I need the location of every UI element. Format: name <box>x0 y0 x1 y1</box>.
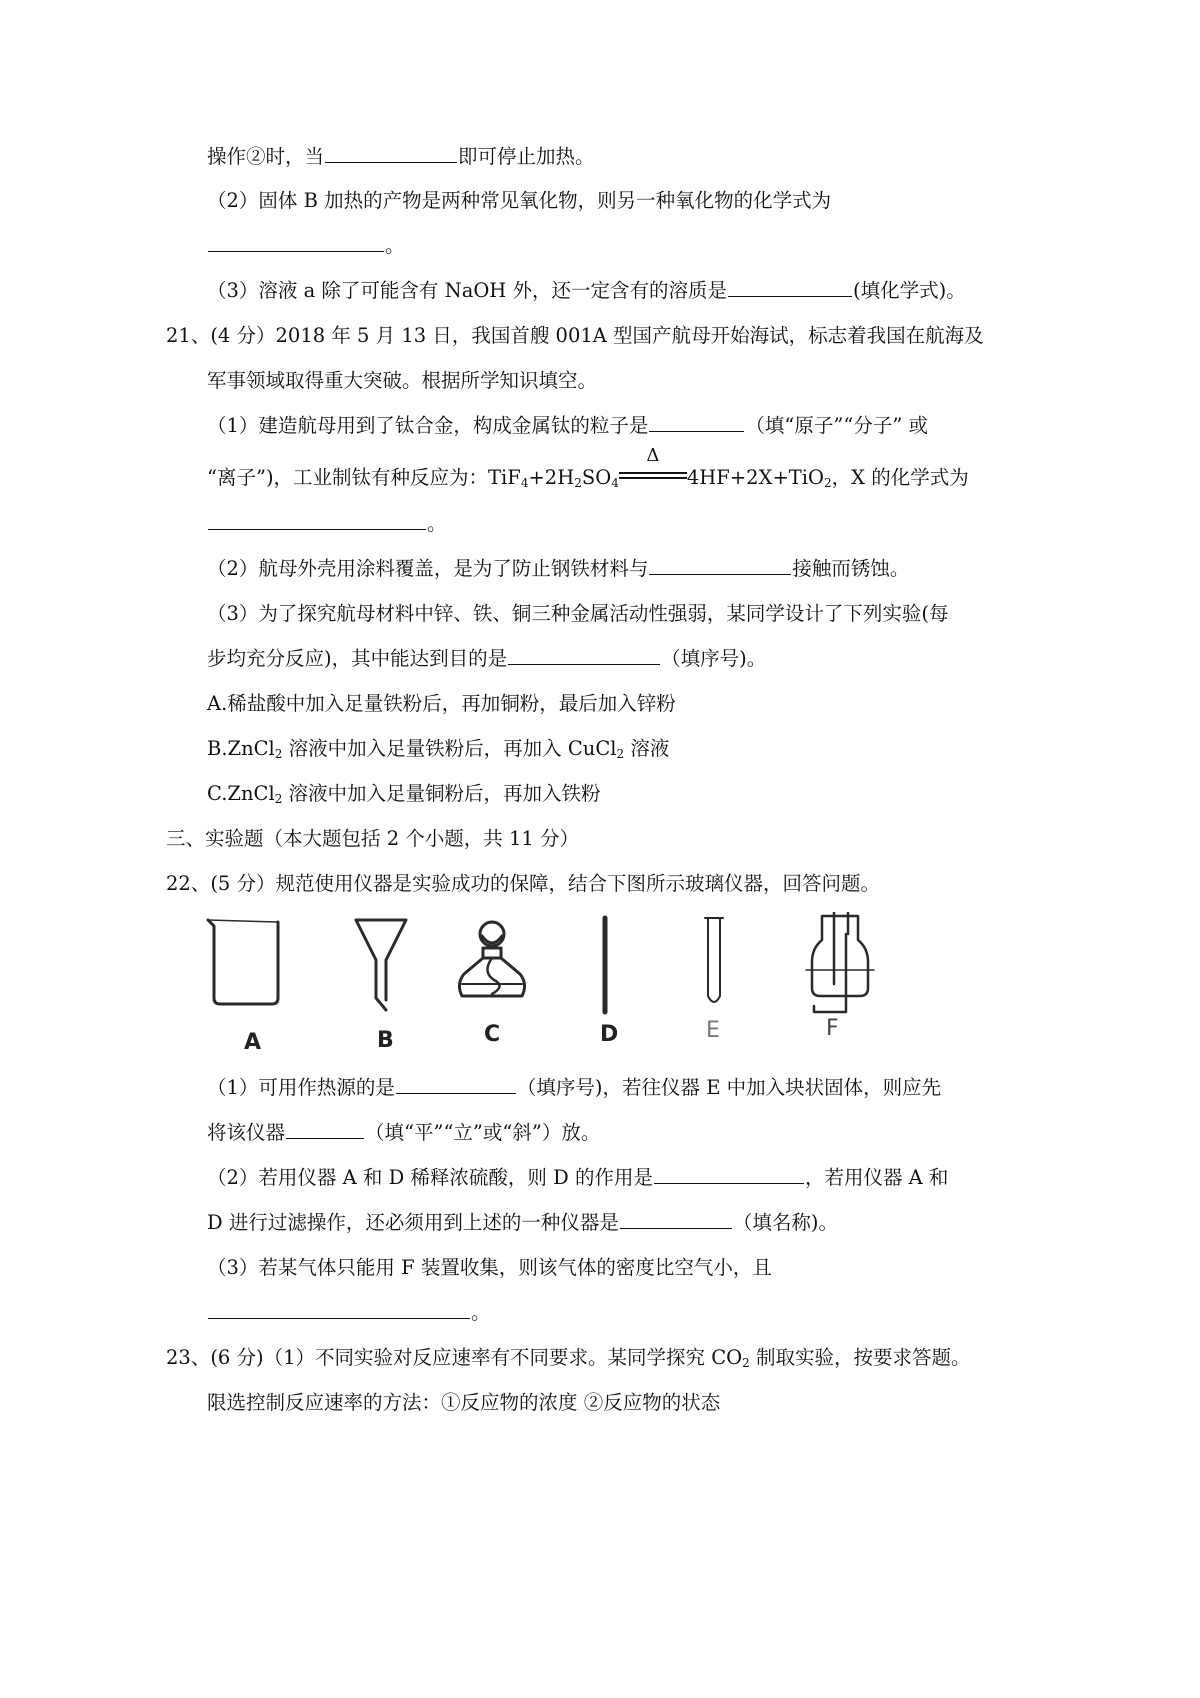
q21-part3-line: （3）为了探究航母材料中锌、铁、铜三种金属活动性强弱，某同学设计了下列实验(每 <box>207 602 949 625</box>
q21-equation-line <box>207 445 969 492</box>
label-b: B <box>377 1028 394 1053</box>
test-tube-icon <box>705 918 723 1002</box>
label-e: E <box>706 1018 720 1043</box>
answer-blank[interactable] <box>208 511 426 530</box>
period: 。 <box>385 234 405 257</box>
subscript: 4 <box>520 476 529 490</box>
q23-stem-text-end: 制取实验，按要求答题。 <box>749 1346 971 1369</box>
funnel-icon <box>356 920 406 1010</box>
option-c-text: C.ZnCl <box>207 782 275 805</box>
gas-bottle-icon <box>806 912 874 1012</box>
option-a: A.稀盐酸中加入足量铁粉后，再加铜粉，最后加入锌粉 <box>207 692 676 715</box>
subscript: 2 <box>274 747 283 761</box>
q21-part1-text-end: （填“原子”“分子” 或 <box>745 414 928 437</box>
q20-part2-line: （2）固体 B 加热的产物是两种常见氧化物，则另一种氧化物的化学式为 <box>207 189 832 212</box>
reactant-tif: TiF <box>488 466 521 489</box>
q22-part3-answer-line <box>207 1299 491 1327</box>
answer-blank[interactable] <box>620 1210 732 1229</box>
answer-blank[interactable] <box>649 413 744 432</box>
q22-part2b-line <box>207 1209 838 1237</box>
subscript: 2 <box>574 476 582 490</box>
q21-x-answer-line <box>207 510 447 538</box>
answer-blank[interactable] <box>286 1120 364 1139</box>
products: 4HF+2X+TiO <box>686 466 825 489</box>
q21-part2-text-end: 接触而锈蚀。 <box>792 557 910 580</box>
option-b-text: 溶液 <box>624 737 670 760</box>
glassware-figure <box>200 912 960 1072</box>
q20-op-text-end: 即可停止加热。 <box>458 145 595 168</box>
q21-part3-text-end: （填序号)。 <box>661 647 767 670</box>
q21-part2-text: （2）航母外壳用涂料覆盖，是为了防止钢铁材料与 <box>207 557 649 580</box>
subscript: 2 <box>616 747 625 761</box>
q23-stem <box>166 1344 971 1372</box>
option-b-text: 溶液中加入足量铁粉后，再加入 CuCl <box>282 737 617 760</box>
period: 。 <box>471 1301 491 1324</box>
equation-question: ，X 的化学式为 <box>831 466 969 489</box>
q20-part3-line <box>207 277 966 305</box>
q22-part1-text: （1）可用作热源的是 <box>207 1076 395 1099</box>
q23-stem-text: 23、(6 分)（1）不同实验对反应速率有不同要求。某同学探究 CO <box>166 1346 743 1369</box>
beaker-icon <box>208 920 278 1004</box>
answer-blank[interactable] <box>208 233 384 252</box>
q21-part1-line <box>207 412 928 440</box>
q22-part1b-text-end: （填“平”“立”或“斜”）放。 <box>365 1121 601 1144</box>
option-c <box>207 780 601 808</box>
q22-part1b-text: 将该仪器 <box>207 1121 286 1144</box>
heating-equals-sign <box>619 445 687 486</box>
label-f: F <box>826 1016 839 1041</box>
delta-heat-symbol: Δ <box>646 445 660 466</box>
subscript: 2 <box>274 792 283 806</box>
answer-blank[interactable] <box>208 1300 470 1319</box>
q21-part2-line <box>207 555 909 583</box>
q20-part2-answer-line <box>207 232 405 260</box>
option-b-text: B.ZnCl <box>207 737 275 760</box>
q20-op-text: 操作②时，当 <box>207 145 325 168</box>
answer-blank[interactable] <box>508 646 660 665</box>
reactant-h2so4-h: +2H <box>528 466 575 489</box>
q21-part1-text: （1）建造航母用到了钛合金，构成金属钛的粒子是 <box>207 414 649 437</box>
q23-methods-line: 限选控制反应速率的方法：①反应物的浓度 ②反应物的状态 <box>207 1391 721 1414</box>
q22-part1b-line <box>207 1119 600 1147</box>
q22-stem: 22、(5 分）规范使用仪器是实验成功的保障，结合下图所示玻璃仪器，回答问题。 <box>166 872 881 895</box>
subscript: 2 <box>742 1356 750 1370</box>
glassware-illustration <box>200 912 960 1072</box>
alcohol-lamp-icon <box>459 922 524 996</box>
q22-part3-line: （3）若某气体只能用 F 装置收集，则该气体的密度比空气小，且 <box>207 1256 772 1279</box>
label-d: D <box>600 1022 619 1047</box>
chemical-equation <box>488 445 832 490</box>
option-b <box>207 735 669 763</box>
answer-blank[interactable] <box>649 556 791 575</box>
q21-stem-line2: 军事领域取得重大突破。根据所学知识填空。 <box>207 369 598 392</box>
q22-part2-text-end: ，若用仪器 A 和 <box>804 1166 949 1189</box>
q21-stem-line1: 21、(4 分）2018 年 5 月 13 日，我国首艘 001A 型国产航母开始海试，标志着我国在航海及 <box>166 324 984 347</box>
answer-blank[interactable] <box>396 1075 516 1094</box>
answer-blank[interactable] <box>325 144 457 163</box>
subscript: 4 <box>611 476 619 490</box>
reactant-h2so4-so: SO <box>581 466 612 489</box>
answer-blank[interactable] <box>654 1165 804 1184</box>
q22-part1-line <box>207 1074 941 1102</box>
q22-part2-text: （2）若用仪器 A 和 D 稀释浓硫酸，则 D 的作用是 <box>207 1166 653 1189</box>
option-c-text: 溶液中加入足量铜粉后，再加入铁粉 <box>282 782 601 805</box>
q22-part2-line <box>207 1164 948 1192</box>
equation-intro: “离子”)，工业制钛有种反应为： <box>207 466 489 489</box>
q21-part3-text: 步均充分反应)，其中能达到目的是 <box>207 647 508 670</box>
q21-part3-answer-line <box>207 645 766 673</box>
label-a: A <box>244 1030 262 1055</box>
q20-operation-line <box>207 143 595 171</box>
period: 。 <box>427 512 447 535</box>
label-c: C <box>484 1022 501 1047</box>
q20-part3-text: （3）溶液 a 除了可能含有 NaOH 外，还一定含有的溶质是 <box>207 279 728 302</box>
q22-part1-text-end: （填序号)，若往仪器 E 中加入块状固体，则应先 <box>516 1076 942 1099</box>
subscript: 2 <box>824 476 832 490</box>
q22-part2b-text: D 进行过滤操作，还必须用到上述的一种仪器是 <box>207 1211 619 1234</box>
q22-part2b-text-end: （填名称)。 <box>732 1211 838 1234</box>
q20-part3-text-end: (填化学式)。 <box>853 279 966 302</box>
answer-blank[interactable] <box>728 278 852 297</box>
section-heading: 三、实验题（本大题包括 2 个小题，共 11 分） <box>166 827 580 850</box>
